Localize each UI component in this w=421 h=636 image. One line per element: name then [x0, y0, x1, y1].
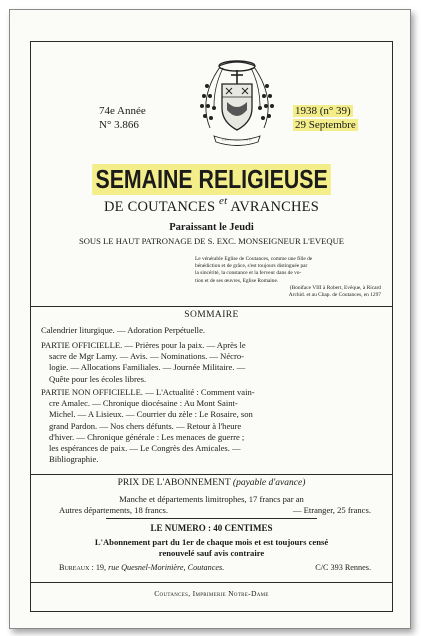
summary-line: cre Amalec. — Chronique diocésaine : Au Mont Saint- [49, 398, 238, 409]
issue-number: N° 3.866 [99, 119, 139, 131]
publication-subtitle [31, 195, 392, 216]
year-issue: 1938 (n° 39) [295, 105, 351, 117]
divider [31, 582, 392, 583]
summary-line: d'hiver. — Chronique générale : Les menaces de guerre ; [49, 431, 245, 442]
quote-attribution-2: Archid. et au Chap. de Coutances, en 1297 [288, 292, 381, 299]
summary-line: PARTIE NON OFFICIELLE. — L'Actualité : Comment vain- [41, 387, 255, 397]
page-frame [30, 41, 393, 612]
postal-account: C/C 393 Rennes. [315, 563, 371, 572]
subscription-heading-text: PRIX DE L'ABONNEMENT [117, 478, 231, 488]
summary-line: sacre de Mgr Lamy. — Avis. — Nominations. — Nécro- [49, 351, 244, 362]
quote-line: la sincérité, la constance et la ferveur dans de vo- [195, 270, 302, 277]
papal-quote [195, 256, 381, 299]
summary-official [41, 340, 383, 385]
year-label: 74e Année [99, 105, 146, 117]
summary-line: les espérances de paix. — Le Congrès des Amicales. — [49, 443, 241, 454]
episcopal-coat-of-arms-icon [196, 56, 278, 150]
patronage-line: SOUS LE HAUT PATRONAGE DE S. EXC. MONSEIGNEUR L'EVEQUE [78, 236, 345, 246]
divider [31, 474, 392, 475]
subscription-notice-2: renouvelé sauf avis contraire [158, 548, 265, 558]
office-address: rue Quesnel-Morinière, Coutances. [108, 563, 225, 572]
issue-price: LE NUMERO : 40 CENTIMES [150, 523, 273, 533]
summary-line: Bibliographie. [49, 454, 99, 465]
printer-footer: Coutances, Imprimerie Notre-Dame [154, 589, 269, 598]
divider [31, 306, 392, 307]
quote-attribution: (Boniface VIII à Robert, Evêque, à Ricard [289, 284, 381, 291]
office-address-line [59, 563, 371, 572]
quote-line: bénédiction et de grâce, s'est toujours distinguée par [195, 263, 308, 270]
subtitle-right: AVRANCHES [230, 199, 319, 215]
summary-line: logie. — Allocations Familiales. — Journée Militaire. — [49, 362, 246, 373]
subscription-line-2 [59, 505, 371, 515]
subtitle-connector: et [219, 195, 228, 207]
subscription-heading-note: (payable d'avance) [232, 478, 306, 488]
office-label: Bureaux : 19, [59, 563, 107, 572]
summary-liturgical: Calendrier liturgique. — Adoration Perpétuelle. [41, 325, 206, 335]
summary-line: PARTIE OFFICIELLE. — Prières pour la paix. — Après le [41, 340, 246, 350]
divider [106, 518, 317, 519]
frequency-line: Paraissant le Jeudi [169, 222, 254, 233]
subscription-line-2a: Autres départements, 18 francs. [59, 505, 169, 515]
subscription-heading [31, 478, 392, 488]
issue-date: 29 Septembre [295, 119, 356, 131]
subscription-line-1: Manche et départements limitrophes, 17 francs par an [119, 494, 304, 504]
summary-line: grand Pardon. — Nos chers défunts. — Retour à l'heure [49, 420, 242, 431]
publication-title: SEMAINE RELIGIEUSE [92, 164, 331, 195]
summary-heading: SOMMAIRE [184, 310, 239, 320]
subtitle-left: DE COUTANCES [104, 199, 216, 215]
subscription-notice-1: L'Abonnement part du 1er de chaque mois et est toujours censé [94, 537, 329, 547]
quote-line: Le vénérable Eglise de Coutances, comme une fille de [195, 256, 313, 262]
summary-line: Quête pour les écoles libres. [49, 373, 147, 384]
subscription-line-2b: — Etranger, 25 francs. [292, 505, 371, 515]
quote-line: tion et de ses œuvres, Eglise Romaine. [195, 277, 279, 284]
summary-nonofficial [41, 387, 383, 465]
document-page [9, 9, 411, 629]
summary-line: Michel. — A Lisieux. — Courrier du zèle : Le Rosaire, son [49, 409, 253, 420]
